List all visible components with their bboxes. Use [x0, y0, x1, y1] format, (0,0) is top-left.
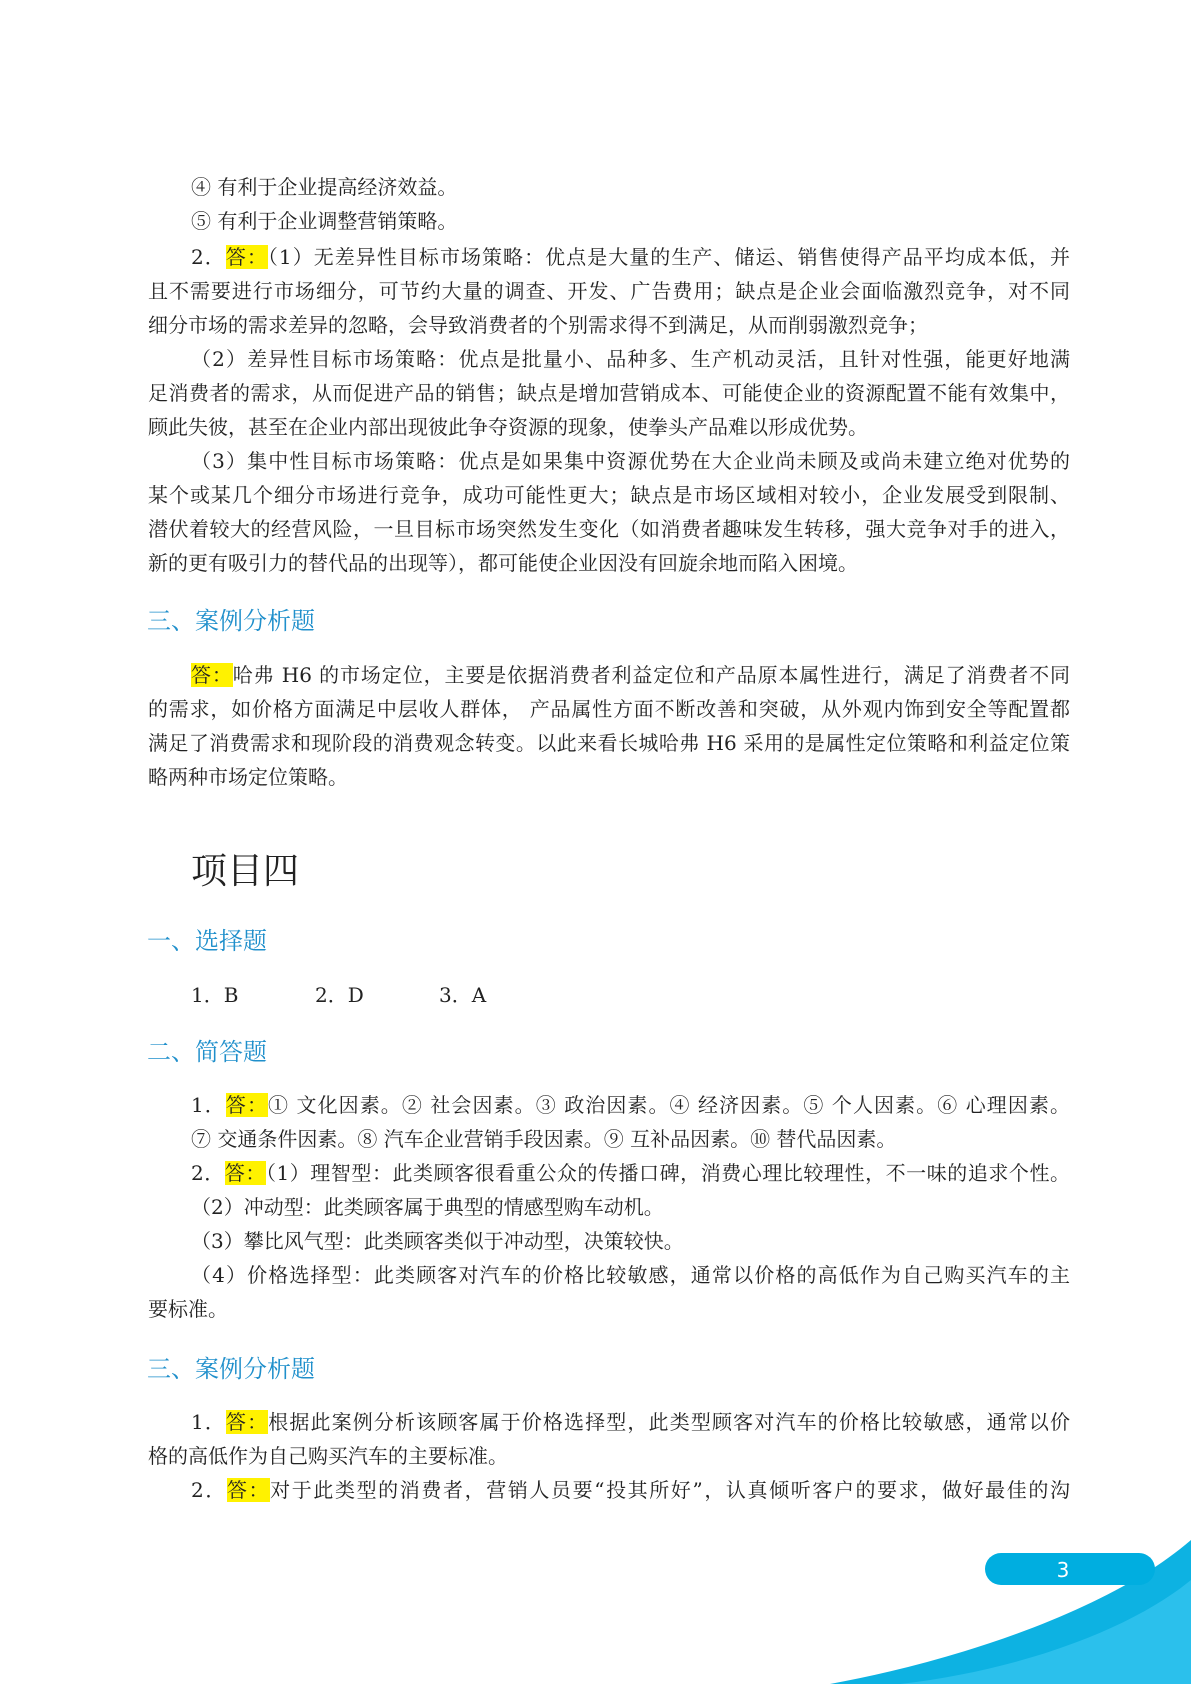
project-title: 项目四 [191, 851, 300, 892]
short-answer-1-line-1: 1．答：① 文化因素。② 社会因素。③ 政治因素。④ 经济因素。⑤ 个人因素。⑥ 心理因素。 [191, 1093, 1070, 1117]
answer-2-line-7: （3）集中性目标市场策略：优点是如果集中资源优势在大企业尚未顾及或尚未建立绝对优势的 [191, 449, 1070, 473]
list-item-5: ⑤ 有利于企业调整营销策略。 [191, 209, 458, 233]
case-answer-line-4: 略两种市场定位策略。 [148, 765, 348, 789]
short-answer-2-line-3: （3）攀比风气型：此类顾客类似于冲动型，决策较快。 [191, 1229, 684, 1253]
case-answer-line-1: 答：哈弗 H6 的市场定位，主要是依据消费者利益定位和产品原本属性进行，满足了消费者不同 [191, 663, 1070, 687]
section-heading-case-analysis-2: 三、案例分析题 [147, 1355, 315, 1383]
case-answer-line-3: 满足了消费需求和现阶段的消费观念转变。以此来看长城哈弗 H6 采用的是属性定位策略和利益定位策 [148, 731, 1070, 755]
answer-highlight: 答： [191, 663, 233, 687]
case-2-answer-2-line-1: 2．答：对于此类型的消费者，营销人员要“投其所好”，认真倾听客户的要求，做好最佳的沟 [191, 1478, 1070, 1502]
case-answer-line-2: 的需求，如价格方面满足中层收人群体， 产品属性方面不断改善和突破，从外观内饰到安全等配置都 [148, 697, 1070, 721]
short-answer-2-line-1: 2．答：（1）理智型：此类顾客很看重公众的传播口碑，消费心理比较理性，不一味的追求个性。 [191, 1161, 1071, 1185]
answer-2-line-3: 细分市场的需求差异的忽略，会导致消费者的个别需求得不到满足，从而削弱激烈竞争； [148, 313, 928, 337]
answer-2-line-6: 顾此失彼，甚至在企业内部出现彼此争夺资源的现象，使拳头产品难以形成优势。 [148, 415, 868, 439]
answer-highlight: 答： [225, 1093, 269, 1117]
answer-highlight: 答： [225, 245, 268, 269]
answer-2-line-10: 新的更有吸引力的替代品的出现等），都可能使企业因没有回旋余地而陷入困境。 [148, 551, 858, 575]
answer-2-line-4: （2）差异性目标市场策略：优点是批量小、品种多、生产机动灵活，且针对性强，能更好地满 [191, 347, 1070, 371]
answer-highlight: 答： [225, 1410, 269, 1434]
choice-answer-2: 2．D [315, 983, 364, 1007]
case-2-answer-1-line-1: 1．答：根据此案例分析该顾客属于价格选择型，此类型顾客对汽车的价格比较敏感，通常以价 [191, 1410, 1071, 1434]
short-answer-2-line-4: （4）价格选择型：此类顾客对汽车的价格比较敏感，通常以价格的高低作为自己购买汽车的主 [191, 1263, 1070, 1287]
section-heading-short-answer: 二、简答题 [147, 1038, 267, 1066]
answer-2-line-5: 足消费者的需求，从而促进产品的销售；缺点是增加营销成本、可能使企业的资源配置不能有效集中， [148, 381, 1070, 405]
answer-2-line-8: 某个或某几个细分市场进行竞争，成功可能性更大；缺点是市场区域相对较小，企业发展受到限制、 [148, 483, 1070, 507]
choice-answer-3: 3．A [439, 983, 487, 1007]
answer-highlight: 答： [224, 1161, 266, 1185]
page-number: 3 [1056, 1558, 1070, 1582]
case-2-answer-1-line-2: 格的高低作为自己购买汽车的主要标准。 [148, 1444, 508, 1468]
list-item-4: ④ 有利于企业提高经济效益。 [191, 175, 458, 199]
choice-answers [191, 978, 1113, 1012]
short-answer-2-line-5: 要标准。 [148, 1297, 228, 1321]
short-answer-1-line-2: ⑦ 交通条件因素。⑧ 汽车企业营销手段因素。⑨ 互补品因素。⑩ 替代品因素。 [191, 1127, 897, 1151]
answer-2-line-9: 潜伏着较大的经营风险，一旦目标市场突然发生变化（如消费者趣味发生转移，强大竞争对手的进入， [148, 517, 1070, 541]
section-heading-choice: 一、选择题 [147, 927, 267, 955]
answer-2-line-2: 且不需要进行市场细分，可节约大量的调查、开发、广告费用；缺点是企业会面临激烈竞争，对不同 [148, 279, 1070, 303]
choice-answer-1: 1．B [191, 983, 239, 1007]
answer-2-line-1: 2．答：（1）无差异性目标市场策略：优点是大量的生产、储运、销售使得产品平均成本低，并 [191, 245, 1071, 269]
answer-highlight: 答： [226, 1478, 271, 1502]
short-answer-2-line-2: （2）冲动型：此类顾客属于典型的情感型购车动机。 [191, 1195, 664, 1219]
section-heading-case-analysis: 三、案例分析题 [147, 607, 315, 635]
